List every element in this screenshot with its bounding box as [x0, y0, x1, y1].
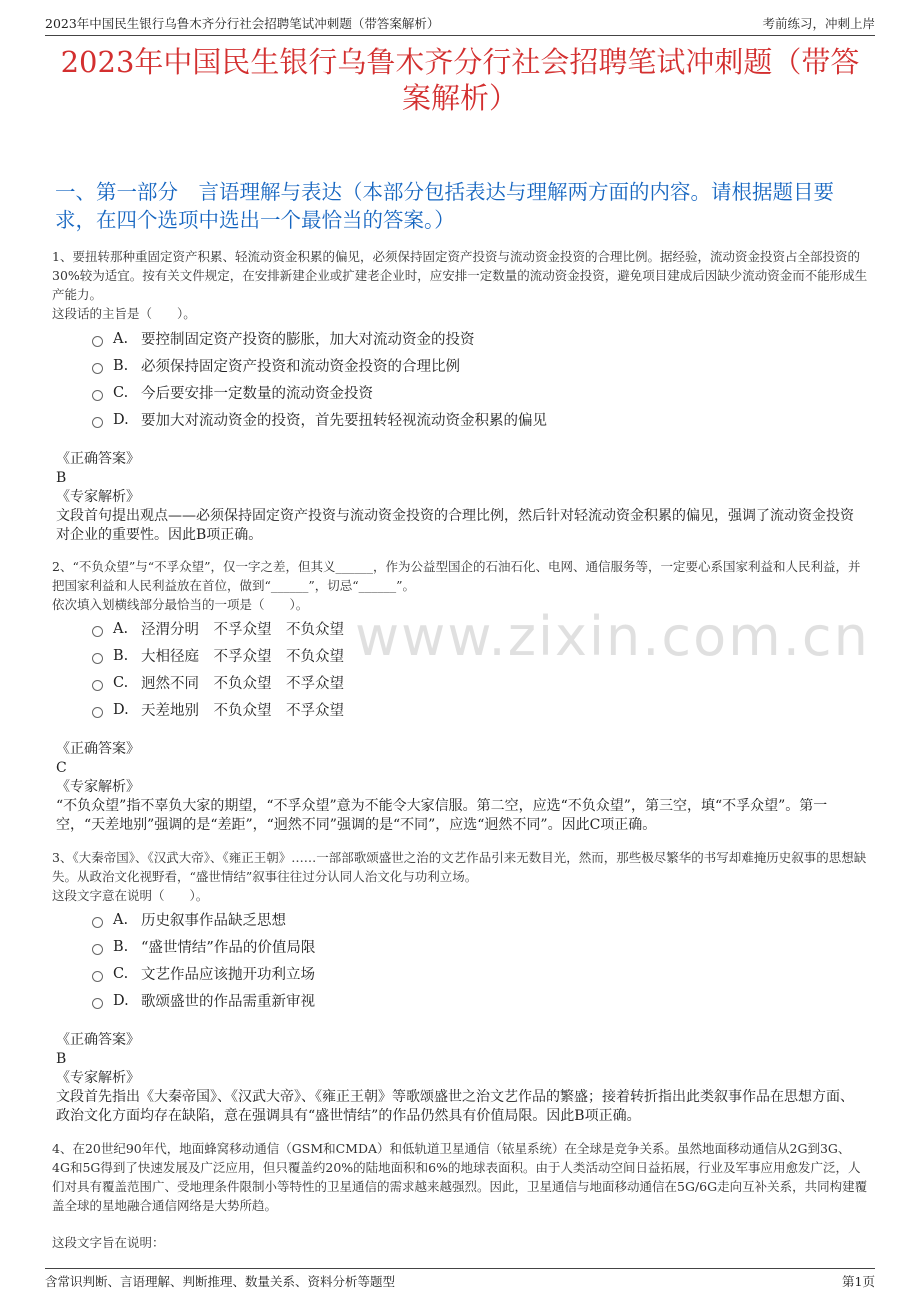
answer-block-q3	[56, 1031, 860, 1126]
analysis-text: 文段首先指出《大秦帝国》、《汉武大帝》、《雍正王朝》等歌颂盛世之治文艺作品的繁盛；接着转折指出此类叙事作品在思想方面、政治文化方面均存在缺陷，意在强调具有“盛世情结”的作品仍然具有价值局限。因此B项正确。	[56, 1089, 854, 1124]
answer-block-q1	[56, 450, 860, 545]
option-text: 要加大对流动资金的投资，首先要扭转轻视流动资金积累的偏见	[141, 413, 547, 429]
page-footer	[45, 1268, 875, 1290]
question-stem: 4、在20世纪90年代，地面蜂窝移动通信（GSM和CMDA）和低轨道卫星通信（铱星系统）在全球是竞争关系。虽然地面移动通信从2G到3G、4G和5G得到了快速发展及广泛应用，但只覆盖约20%的陆地面积和6%的地球表面积。由于人类活动空间日益拓展，行业及军事应用愈发广泛，人们对具有覆盖范围广、受地理条件限制小等特性的卫星通信的需求越来越强烈。因此，卫星通信与地面移动通信在5G/6G走向互补关系，共同构建覆盖全球的星地融合通信网络是大势所趋。	[52, 1141, 868, 1213]
option-text: 今后要安排一定数量的流动资金投资	[141, 386, 373, 402]
header-right-text: 考前练习，冲刺上岸	[762, 16, 875, 31]
radio-icon[interactable]	[92, 917, 103, 928]
radio-icon[interactable]	[92, 390, 103, 401]
radio-icon[interactable]	[92, 971, 103, 982]
answer-label: 《正确答案》	[56, 1032, 140, 1048]
question-prompt: 依次填入划横线部分最恰当的一项是（ ）。	[52, 597, 309, 612]
option-d[interactable]: D. 歌颂盛世的作品需重新审视	[92, 987, 860, 1014]
option-text: 歌颂盛世的作品需重新审视	[141, 994, 315, 1010]
option-text: 大相径庭 不孚众望 不负众望	[141, 649, 344, 665]
option-a[interactable]: A. 泾渭分明 不孚众望 不负众望	[92, 615, 860, 642]
option-text: 必须保持固定资产投资和流动资金投资的合理比例	[141, 359, 460, 375]
question-4-prompt	[52, 1233, 868, 1252]
radio-icon[interactable]	[92, 653, 103, 664]
option-c[interactable]: C. 今后要安排一定数量的流动资金投资	[92, 379, 860, 406]
section-title: 一、第一部分 言语理解与表达（本部分包括表达与理解两方面的内容。请根据题目要求，在四个选项中选出一个最恰当的答案。）	[55, 180, 834, 232]
options-q1	[92, 325, 860, 433]
option-c[interactable]: C. 文艺作品应该抛开功利立场	[92, 960, 860, 987]
option-text: 文艺作品应该抛开功利立场	[141, 967, 315, 983]
answer-label: 《正确答案》	[56, 741, 140, 757]
option-d[interactable]: D. 要加大对流动资金的投资，首先要扭转轻视流动资金积累的偏见	[92, 406, 860, 433]
radio-icon[interactable]	[92, 944, 103, 955]
option-text: “盛世情结”作品的价值局限	[141, 940, 316, 956]
question-3	[52, 848, 868, 905]
option-text: 泾渭分明 不孚众望 不负众望	[141, 622, 344, 638]
option-text: 历史叙事作品缺乏思想	[141, 913, 286, 929]
option-b[interactable]: B. 必须保持固定资产投资和流动资金投资的合理比例	[92, 352, 860, 379]
question-stem: 1、要扭转那种重固定资产积累、轻流动资金积累的偏见，必须保持固定资产投资与流动资金投资的合理比例。据经验，流动资金投资占全部投资的30%较为适宜。按有关文件规定，在安排新建企业或扩建老企业时，应安排一定数量的流动资金投资，避免项目建成后因缺少流动资金而不能形成生产能力。	[52, 249, 868, 302]
answer-value: B	[56, 1051, 67, 1067]
option-b[interactable]: B. 大相径庭 不孚众望 不负众望	[92, 642, 860, 669]
question-4	[52, 1139, 868, 1215]
options-q3	[92, 906, 860, 1014]
analysis-label: 《专家解析》	[56, 779, 140, 795]
radio-icon[interactable]	[92, 707, 103, 718]
option-text: 要控制固定资产投资的膨胀，加大对流动资金的投资	[141, 332, 475, 348]
option-a[interactable]: A. 要控制固定资产投资的膨胀，加大对流动资金的投资	[92, 325, 860, 352]
analysis-label: 《专家解析》	[56, 489, 140, 505]
answer-value: B	[56, 470, 67, 486]
question-stem: 3、《大秦帝国》、《汉武大帝》、《雍正王朝》……一部部歌颂盛世之治的文艺作品引来无数目光，然而，那些极尽繁华的书写却难掩历史叙事的思想缺失。从政治文化视野看，“盛世情结”叙事往往过分认同人治文化与功利立场。	[52, 850, 867, 884]
analysis-label: 《专家解析》	[56, 1070, 140, 1086]
question-prompt: 这段文字旨在说明：	[52, 1235, 165, 1250]
option-b[interactable]: B. “盛世情结”作品的价值局限	[92, 933, 860, 960]
question-prompt: 这段话的主旨是（ ）。	[52, 306, 196, 321]
option-d[interactable]: D. 天差地别 不负众望 不孚众望	[92, 696, 860, 723]
radio-icon[interactable]	[92, 336, 103, 347]
radio-icon[interactable]	[92, 680, 103, 691]
answer-block-q2	[56, 740, 860, 835]
answer-label: 《正确答案》	[56, 451, 140, 467]
answer-value: C	[56, 760, 67, 776]
page-header	[45, 10, 875, 36]
analysis-text: “不负众望”指不辜负大家的期望，“不孚众望”意为不能令大家信服。第二空，应选“不负众望”，第三空，填“不孚众望”。第一空，“天差地别”强调的是“差距”，“迥然不同”强调的是“不同”，应选“迥然不同”。因此C项正确。	[56, 798, 828, 833]
option-text: 迥然不同 不负众望 不孚众望	[141, 676, 344, 692]
option-text: 天差地别 不负众望 不孚众望	[141, 703, 344, 719]
radio-icon[interactable]	[92, 363, 103, 374]
radio-icon[interactable]	[92, 626, 103, 637]
option-c[interactable]: C. 迥然不同 不负众望 不孚众望	[92, 669, 860, 696]
option-a[interactable]: A. 历史叙事作品缺乏思想	[92, 906, 860, 933]
footer-left-text: 含常识判断、言语理解、判断推理、数量关系、资料分析等题型	[45, 1274, 396, 1289]
header-left-text: 2023年中国民生银行乌鲁木齐分行社会招聘笔试冲刺题（带答案解析）	[45, 16, 440, 31]
radio-icon[interactable]	[92, 417, 103, 428]
question-prompt: 这段文字意在说明（ ）。	[52, 888, 209, 903]
page-number: 第1页	[842, 1274, 875, 1289]
analysis-text: 文段首句提出观点——必须保持固定资产投资与流动资金投资的合理比例，然后针对轻流动资金积累的偏见，强调了流动资金投资对企业的重要性。因此B项正确。	[56, 508, 854, 543]
radio-icon[interactable]	[92, 998, 103, 1009]
watermark: www.zixin.com.cn	[355, 605, 870, 668]
document-title: 2023年中国民生银行乌鲁木齐分行社会招聘笔试冲刺题（带答案解析）	[60, 45, 860, 115]
question-1	[52, 247, 868, 323]
question-stem: 2、“不负众望”与“不孚众望”，仅一字之差，但其义______，作为公益型国企的石油石化、电网、通信服务等，一定要心系国家利益和人民利益，并把国家利益和人民利益放在首位，做到“______”，切忌“______”。	[52, 559, 861, 593]
